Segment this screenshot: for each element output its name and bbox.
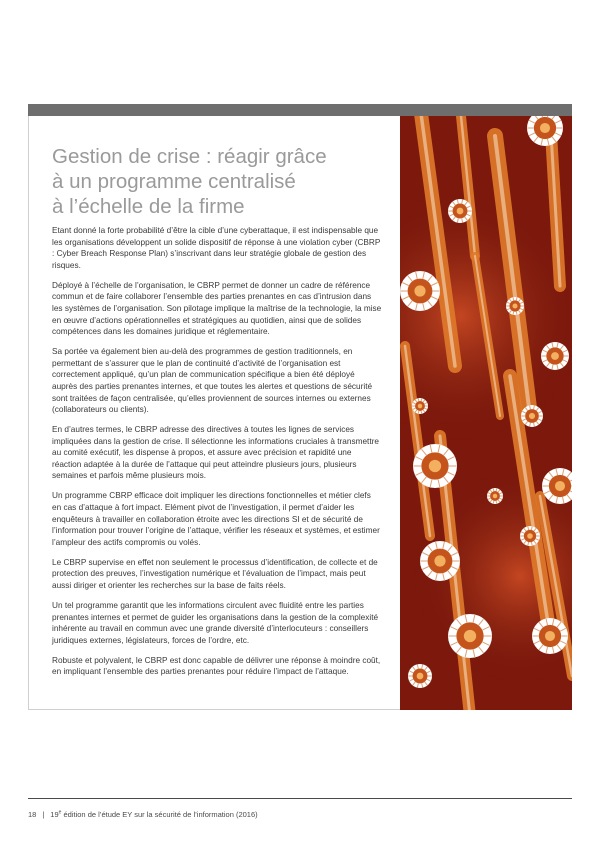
footer-separator: |: [42, 810, 45, 819]
title-line-1: Gestion de crise : réagir grâce: [52, 145, 327, 168]
paragraph: Robuste et polyvalent, le CBRP est donc capable de délivrer une réponse à moindre coût, en impliquant l’ensemble des parties prenantes pour réduire l’impact de l’attaque.: [52, 655, 381, 677]
footer-rule: [28, 798, 572, 799]
urchin-tube-foot: [448, 199, 472, 223]
urchin-tube-foot: [408, 664, 432, 688]
urchin-tube-foot: [532, 618, 568, 654]
article-body: [52, 225, 382, 686]
paragraph: Un tel programme garantit que les informations circulent avec fluidité entre les parties prenantes internes et permet de guider les organisations dans la gestion de la complexité inhérente au travail en commun avec une grande diversité d’interlocuteurs : conseillers juridiques externes, législateurs, forces de l’ordre, etc.: [52, 600, 379, 645]
urchin-tube-foot: [541, 342, 569, 370]
urchin-tube-foot: [400, 271, 440, 311]
footer-text: édition de l’étude EY sur la sécurité de l’information (2016): [61, 810, 258, 819]
title-line-2: à un programme centralisé: [52, 170, 296, 193]
paragraph: Un programme CBRP efficace doit impliquer les directions fonctionnelles et métier clefs en cas d’attaque à fort impact. Elément pivot de l’investigation, il permet d’aider les enquêteurs à travailler en collaboration étroite avec les directions SI et de sécurité de l’information pour trouver l’origine de l’attaque, vérifier les réseaux et systèmes, et estimer l’ampleur des actifs compromis ou volés.: [52, 491, 380, 547]
urchin-tube-foot: [420, 541, 460, 581]
urchin-tube-foot: [413, 444, 457, 488]
urchin-tube-foot: [506, 297, 524, 315]
paragraph: Sa portée va également bien au-delà des programmes de gestion traditionnels, en permettant de s’assurer que le plan de continuité d’activité de l’organisation est correctement appliqué, qu’un plan de communication spécifique a bien été déployé auprès des parties prenantes internes, et que toutes les alertes et questions de sécurité sont traitées de façon centralisée, qu’elles proviennent de sources internes ou externes (collaborateurs ou clients).: [52, 347, 373, 415]
urchin-tube-foot: [521, 405, 543, 427]
paragraph: En d’autres termes, le CBRP adresse des directives à toutes les lignes de services impliquées dans la gestion de crise. Il sélectionne les informations cruciales à transmettre au comité exécutif, les dispense à propos, et assure avec précision et rapidité une réaction adaptée à la durée de l’attaque qui peut atteindre plusieurs jours, plusieurs semaines et parfois même plusieurs mois.: [52, 425, 379, 481]
paragraph: Déployé à l’échelle de l’organisation, le CBRP permet de donner un cadre de référence commun et de faire collaborer l’ensemble des parties prenantes en cas d’intrusion dans les systèmes de l’organisation. Son pilotage implique la maîtrise de la technologie, la mise en œuvre d’actions opérationnelles et stratégiques au quotidien, ainsi que de solides compétences dans les domaines juridique et réglementaire.: [52, 280, 382, 337]
paragraph: Etant donné la forte probabilité d’être la cible d’une cyberattaque, il est indispensable que les organisations développent un solide dispositif de réponse à une violation cyber (CBRP : Cyber Breach Response Plan) s’inscrivant dans leur stratégie globale de gestion des risques.: [52, 226, 381, 270]
header-bar: [28, 104, 572, 116]
edition-suffix: e: [58, 809, 62, 816]
page-title: [52, 144, 372, 219]
sea-urchin-illustration: [400, 116, 572, 710]
edition-number: 19: [50, 810, 59, 819]
page-number: 18: [28, 810, 37, 819]
urchin-tube-foot: [520, 526, 540, 546]
urchin-tube-foot: [487, 488, 503, 504]
paragraph: Le CBRP supervise en effet non seulement le processus d’identification, de collecte et de protection des preuves, l’investigation numérique et l’évaluation de l’impact, mais peut aussi diriger et orienter les recherches sur la base de faits réels.: [52, 557, 378, 590]
urchin-tube-foot: [412, 398, 428, 414]
sea-urchin-photo: [400, 116, 572, 710]
title-line-3: à l’échelle de la firme: [52, 195, 245, 218]
urchin-tube-foot: [448, 614, 492, 658]
page-footer: [28, 810, 258, 820]
